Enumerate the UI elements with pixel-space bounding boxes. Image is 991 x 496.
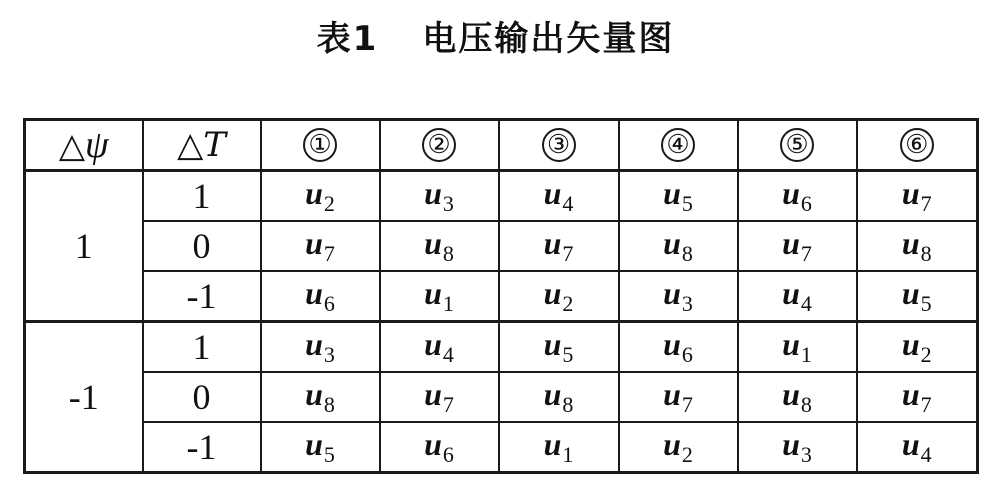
- vector-index: 6: [323, 291, 335, 316]
- t-symbol: T: [203, 125, 226, 165]
- table-row: [25, 322, 978, 373]
- vector-cell: [380, 271, 499, 322]
- vector-index: 8: [800, 392, 812, 417]
- vector-cell: [499, 271, 619, 322]
- vector-symbol: u: [305, 175, 323, 211]
- vector-symbol: u: [305, 275, 323, 311]
- vector-index: 3: [681, 291, 693, 316]
- vector-index: 6: [442, 442, 454, 467]
- delta-t-value: -1: [143, 271, 261, 322]
- vector-index: 5: [562, 342, 574, 367]
- voltage-vector: [424, 326, 454, 367]
- header-row: [25, 120, 978, 171]
- vector-symbol: u: [663, 326, 681, 362]
- vector-symbol: u: [663, 275, 681, 311]
- voltage-vector: [305, 225, 335, 266]
- vector-index: 3: [800, 442, 812, 467]
- vector-index: 8: [442, 241, 454, 266]
- vector-cell: [380, 171, 499, 222]
- vector-cell: [380, 372, 499, 422]
- vector-index: 7: [562, 241, 574, 266]
- voltage-vector: [424, 225, 454, 266]
- voltage-vector: [543, 225, 574, 266]
- vector-cell: [619, 322, 738, 373]
- vector-symbol: u: [305, 426, 323, 462]
- vector-symbol: u: [663, 376, 681, 412]
- vector-symbol: u: [782, 426, 800, 462]
- vector-symbol: u: [663, 426, 681, 462]
- vector-index: 7: [681, 392, 693, 417]
- vector-cell: [619, 271, 738, 322]
- table-row: [25, 372, 978, 422]
- voltage-vector: [424, 426, 454, 467]
- vector-symbol: u: [782, 275, 800, 311]
- vector-symbol: u: [901, 225, 920, 261]
- vector-index: 7: [920, 191, 932, 216]
- vector-index: 3: [323, 342, 335, 367]
- voltage-vector: [305, 426, 335, 467]
- voltage-vector-table: [23, 118, 979, 474]
- table-row: [25, 271, 978, 322]
- vector-index: 5: [681, 191, 693, 216]
- vector-index: 5: [920, 291, 932, 316]
- voltage-vector: [305, 326, 335, 367]
- delta-symbol: △: [58, 126, 86, 166]
- vector-symbol: u: [424, 426, 442, 462]
- vector-symbol: u: [901, 376, 920, 412]
- vector-symbol: u: [305, 225, 323, 261]
- vector-index: 7: [442, 392, 454, 417]
- vector-symbol: u: [424, 275, 442, 311]
- header-sector-4: [619, 120, 738, 171]
- vector-index: 6: [681, 342, 693, 367]
- vector-cell: [261, 221, 380, 271]
- header-sector-6: [857, 120, 978, 171]
- voltage-vector: [663, 376, 693, 417]
- vector-symbol: u: [663, 175, 681, 211]
- vector-index: 8: [681, 241, 693, 266]
- vector-index: 2: [681, 442, 693, 467]
- vector-index: 4: [920, 442, 932, 467]
- vector-cell: [499, 171, 619, 222]
- vector-cell: [261, 422, 380, 473]
- delta-psi-value: 1: [25, 171, 143, 322]
- sector-number-1: ①: [303, 128, 337, 162]
- voltage-vector: [782, 376, 812, 417]
- sector-number-3: ③: [542, 128, 576, 162]
- vector-cell: [738, 221, 857, 271]
- header-sector-3: [499, 120, 619, 171]
- delta-psi-value: -1: [25, 322, 143, 473]
- voltage-vector: [543, 326, 574, 367]
- voltage-vector: [663, 275, 693, 316]
- vector-index: 6: [800, 191, 812, 216]
- header-sector-1: [261, 120, 380, 171]
- voltage-vector: [782, 326, 812, 367]
- vector-cell: [499, 221, 619, 271]
- voltage-vector: [663, 326, 693, 367]
- voltage-vector: [543, 376, 574, 417]
- vector-cell: [261, 322, 380, 373]
- voltage-vector: [663, 426, 693, 467]
- vector-symbol: u: [543, 275, 562, 311]
- vector-symbol: u: [305, 376, 323, 412]
- vector-symbol: u: [543, 376, 562, 412]
- vector-index: 1: [562, 442, 574, 467]
- voltage-vector: [901, 376, 932, 417]
- voltage-vector: [543, 426, 574, 467]
- header-delta-t: [143, 120, 261, 171]
- delta-t-value: 0: [143, 221, 261, 271]
- vector-index: 7: [800, 241, 812, 266]
- vector-symbol: u: [782, 225, 800, 261]
- vector-index: 4: [800, 291, 812, 316]
- vector-cell: [619, 171, 738, 222]
- voltage-vector: [901, 275, 932, 316]
- vector-symbol: u: [424, 225, 442, 261]
- vector-cell: [499, 372, 619, 422]
- header-sector-2: [380, 120, 499, 171]
- voltage-vector: [305, 275, 335, 316]
- table-row: [25, 422, 978, 473]
- vector-index: 4: [442, 342, 454, 367]
- vector-symbol: u: [305, 326, 323, 362]
- vector-cell: [738, 422, 857, 473]
- vector-index: 5: [323, 442, 335, 467]
- vector-cell: [857, 372, 978, 422]
- vector-cell: [738, 271, 857, 322]
- voltage-vector: [782, 275, 812, 316]
- psi-symbol: ψ: [85, 124, 109, 166]
- vector-symbol: u: [901, 275, 920, 311]
- voltage-vector: [424, 376, 454, 417]
- vector-cell: [261, 171, 380, 222]
- vector-cell: [857, 271, 978, 322]
- vector-symbol: u: [424, 376, 442, 412]
- vector-symbol: u: [901, 326, 920, 362]
- vector-cell: [738, 372, 857, 422]
- vector-symbol: u: [424, 326, 442, 362]
- vector-symbol: u: [543, 175, 562, 211]
- delta-t-value: -1: [143, 422, 261, 473]
- vector-index: 8: [323, 392, 335, 417]
- vector-index: 7: [323, 241, 335, 266]
- vector-symbol: u: [424, 175, 442, 211]
- vector-cell: [499, 322, 619, 373]
- table-caption: [0, 14, 991, 64]
- vector-index: 2: [562, 291, 574, 316]
- vector-index: 8: [920, 241, 932, 266]
- vector-index: 2: [920, 342, 932, 367]
- header-sector-5: [738, 120, 857, 171]
- vector-index: 2: [323, 191, 335, 216]
- vector-cell: [857, 171, 978, 222]
- header-delta-psi: [25, 120, 143, 171]
- vector-cell: [261, 271, 380, 322]
- voltage-vector: [901, 426, 932, 467]
- vector-symbol: u: [782, 326, 800, 362]
- voltage-vector: [543, 175, 574, 216]
- vector-index: 8: [562, 392, 574, 417]
- table-row: [25, 221, 978, 271]
- voltage-vector: [663, 175, 693, 216]
- voltage-vector: [901, 175, 932, 216]
- sector-number-4: ④: [661, 128, 695, 162]
- vector-cell: [857, 221, 978, 271]
- vector-index: 3: [442, 191, 454, 216]
- table-title: 电压输出矢量图: [422, 19, 675, 59]
- voltage-vector: [901, 225, 932, 266]
- vector-index: 7: [920, 392, 932, 417]
- vector-symbol: u: [782, 175, 800, 211]
- voltage-vector: [543, 275, 574, 316]
- vector-cell: [380, 422, 499, 473]
- vector-cell: [857, 422, 978, 473]
- table-row: [25, 171, 978, 222]
- vector-symbol: u: [901, 175, 920, 211]
- vector-cell: [738, 171, 857, 222]
- vector-symbol: u: [543, 426, 562, 462]
- sector-number-5: ⑤: [780, 128, 814, 162]
- vector-symbol: u: [901, 426, 920, 462]
- vector-cell: [380, 221, 499, 271]
- vector-cell: [380, 322, 499, 373]
- vector-cell: [619, 221, 738, 271]
- vector-symbol: u: [543, 326, 562, 362]
- voltage-vector: [305, 376, 335, 417]
- voltage-vector: [782, 225, 812, 266]
- voltage-vector: [424, 175, 454, 216]
- vector-symbol: u: [782, 376, 800, 412]
- vector-index: 1: [800, 342, 812, 367]
- voltage-vector: [663, 225, 693, 266]
- voltage-vector: [782, 175, 812, 216]
- vector-index: 1: [442, 291, 454, 316]
- vector-index: 4: [562, 191, 574, 216]
- voltage-vector: [901, 326, 932, 367]
- voltage-vector: [305, 175, 335, 216]
- vector-cell: [499, 422, 619, 473]
- vector-cell: [738, 322, 857, 373]
- delta-t-value: 1: [143, 171, 261, 222]
- table-body: [25, 171, 978, 473]
- vector-cell: [619, 372, 738, 422]
- delta-t-value: 0: [143, 372, 261, 422]
- delta-t-value: 1: [143, 322, 261, 373]
- vector-cell: [857, 322, 978, 373]
- voltage-vector: [782, 426, 812, 467]
- vector-symbol: u: [663, 225, 681, 261]
- delta-symbol: △: [177, 125, 204, 165]
- vector-symbol: u: [543, 225, 562, 261]
- vector-cell: [261, 372, 380, 422]
- table-number: 表1: [316, 19, 379, 59]
- sector-number-2: ②: [422, 128, 456, 162]
- voltage-vector: [424, 275, 454, 316]
- sector-number-6: ⑥: [900, 128, 934, 162]
- vector-cell: [619, 422, 738, 473]
